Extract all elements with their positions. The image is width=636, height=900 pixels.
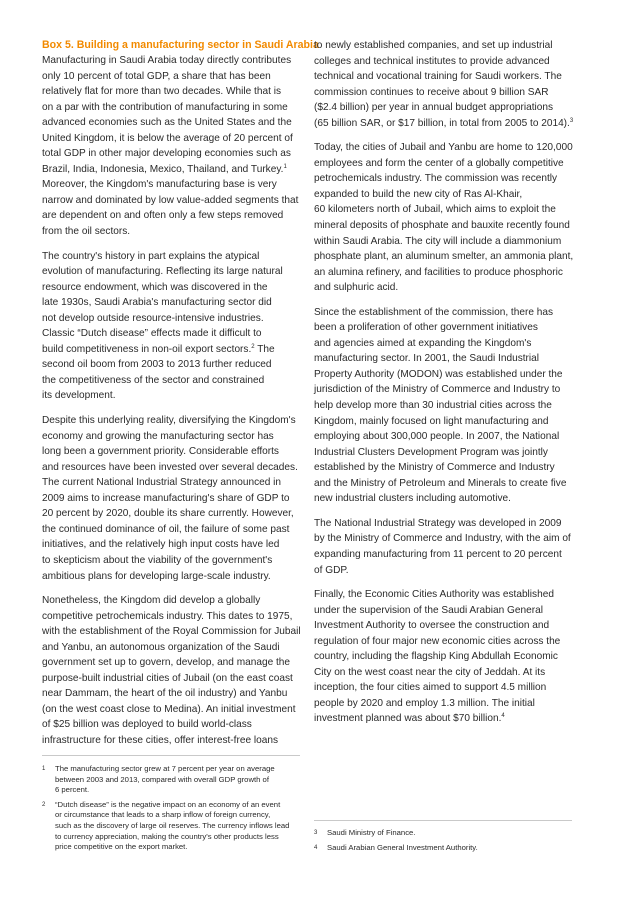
footnote-number: 3: [314, 830, 318, 836]
text-line: initiatives, and the relatively high input costs have led: [42, 539, 280, 551]
footnotes-right: [314, 828, 572, 857]
text-line: ambitious plans for developing large-scale industry.: [42, 570, 271, 582]
footnote-divider-right: [314, 820, 572, 821]
footnote-ref-2: 2: [251, 343, 255, 350]
left-paragraph-2: [42, 249, 300, 404]
text-line: and resources have been invested over several decades.: [42, 461, 298, 473]
text-line: Manufacturing in Saudi Arabia today directly contributes: [42, 55, 292, 66]
text-line: colleges and technical institutes to provide advanced: [314, 55, 550, 67]
left-column: [42, 38, 319, 758]
footnote-ref-1: 1: [283, 163, 287, 170]
text-line: evolution of manufacturing. Reflecting its large natural: [42, 266, 283, 278]
text-line: and agencies aimed at expanding the Kingdom's: [314, 337, 532, 349]
text-line: technical and vocational training for Saudi workers. The: [314, 71, 562, 83]
text-line: expanded to build the new city of Ras Al-Khair,: [314, 188, 523, 200]
text-line: (65 billion SAR, or $17 billion, in total from 2005 to 2014).$^3$: [314, 117, 574, 129]
text-line: and Yanbu, an autonomous organization of the Saudi: [42, 641, 280, 653]
footnote: [42, 764, 300, 796]
text-line: Investment Authority to oversee the construction and: [314, 620, 550, 632]
text-line: new industrial clusters including automotive.: [314, 493, 511, 505]
text-line: Despite this underlying reality, diversifying the Kingdom's: [42, 415, 296, 427]
text-line: infrastructure for these cities, offer interest-free loans: [42, 734, 279, 746]
text-line: an alumina refinery, and facilities to produce phosphoric: [314, 266, 563, 278]
text-line: under the supervision of the Saudi Arabian General: [314, 604, 543, 616]
footnote-divider-left: [42, 755, 300, 756]
text-line: near Dammam, the heart of the oil industry) and Yanbu: [42, 688, 288, 700]
footnote-number: 2: [42, 801, 46, 808]
footnote-ref-4: 4: [501, 713, 505, 720]
text-line: Finally, the Economic Cities Authority was established: [314, 589, 554, 601]
text-line: inception, the four cities aimed to support 4.5 million: [314, 682, 547, 694]
text-line: Property Authority (MODON) was established under the: [314, 368, 563, 380]
text-line: employees and form the center of a globally competitive: [314, 157, 564, 169]
footnote-text: between 2003 and 2013, compared with overall GDP growth of: [55, 774, 269, 784]
text-line: help develop more than 30 industrial cities across the: [314, 400, 552, 412]
footnote-text: “Dutch disease” is the negative impact on an economy of an event: [55, 799, 281, 809]
left-paragraph-4: [42, 593, 300, 748]
text-line: and the Ministry of Petroleum and Minerals to create five: [314, 477, 567, 489]
text-line: to skepticism about the viability of the government's: [42, 554, 273, 566]
text-line: are dependent on and often only a few steps removed: [42, 210, 284, 222]
text-line: long been a government priority. Considerable efforts: [42, 446, 279, 458]
text-line: City on the west coast near the city of Jeddah. At its: [314, 666, 546, 678]
right-paragraph-3: [314, 305, 572, 507]
text-line: relatively flat for more than two decades. While that is: [42, 86, 281, 98]
text-line: Classic “Dutch disease” effects made it difficult to: [42, 328, 262, 340]
text-line: regulation of four major new economic cities across the: [314, 635, 561, 647]
footnote-text: such as the discovery of large oil reserves. The currency inflows lead: [55, 820, 290, 830]
footnote: [42, 800, 300, 853]
text-line: the competitiveness of the sector and constrained: [42, 374, 265, 386]
text-line: petrochemicals industry. The commission was recently: [314, 173, 558, 185]
text-line: ($2.4 billion) per year in annual budget appropriations: [314, 102, 554, 114]
text-line: with the establishment of the Royal Commission for Jubail: [42, 626, 301, 638]
text-line: manufacturing sector. In 2001, the Saudi Industrial: [314, 353, 540, 365]
right-column: [314, 38, 572, 736]
text-line: on a par with the contribution of manufacturing in some: [42, 101, 288, 113]
footnote-text: or circumstance that leads to a sharp inflow of foreign currency,: [55, 810, 271, 820]
text-line: late 1930s, Saudi Arabia's manufacturing sector did: [42, 297, 272, 309]
footnote-text: price competitive on the export market.: [55, 842, 188, 852]
text-line: government set up to govern, develop, and manage the: [42, 657, 291, 669]
text-line: from the oil sectors.: [42, 226, 131, 238]
text-line: been a proliferation of other government initiatives: [314, 322, 538, 334]
text-line: to newly established companies, and set up industrial: [314, 40, 553, 51]
text-line: jurisdiction of the Ministry of Commerce and Industry to: [314, 384, 561, 396]
footnote: [314, 843, 572, 854]
text-line: resource endowment, which was discovered in the: [42, 281, 268, 293]
right-paragraph-1: [314, 38, 572, 131]
text-line: The country's history in part explains the atypical: [42, 250, 260, 262]
right-paragraph-4: [314, 516, 572, 578]
footnote-text: to currency appreciation, making the country's other products less: [55, 831, 279, 841]
text-line: second oil boom from 2003 to 2013 further reduced: [42, 359, 272, 371]
text-line: of GDP.: [314, 564, 349, 576]
text-line: 2009 aims to increase manufacturing's share of GDP to: [42, 492, 290, 504]
footnotes-left: [42, 764, 300, 857]
text-line: the continued dominance of oil, the failure of some past: [42, 523, 290, 535]
text-line: commission continues to receive about 9 billion SAR: [314, 86, 549, 98]
text-line: mineral deposits of phosphate and bauxite recently found: [314, 220, 570, 232]
footnote-text: 6 percent.: [55, 785, 90, 795]
text-line: employing about 300,000 people. In 2007, the National: [314, 431, 560, 443]
text-line: its development.: [42, 390, 116, 402]
text-line: and sulphuric acid.: [314, 282, 399, 294]
text-line: 20 percent by 2020, double its share currently. However,: [42, 508, 294, 520]
text-line: expanding manufacturing from 11 percent to 20 percent: [314, 548, 562, 560]
text-line: The National Industrial Strategy was developed in 2009: [314, 517, 562, 529]
text-line: (on the west coast close to Medina). An initial investment: [42, 703, 296, 715]
footnote-number: 4: [314, 844, 318, 851]
text-line: of $25 billion was deployed to build world-class: [42, 719, 252, 731]
footnote-number: 1: [42, 766, 46, 772]
text-line: narrow and dominated by low value-added segments that: [42, 194, 299, 206]
left-paragraph-3: [42, 413, 300, 584]
left-paragraph-1: [42, 53, 300, 240]
text-line: not develop outside resource-intensive industries.: [42, 312, 264, 324]
text-line: The current National Industrial Strategy announced in: [42, 477, 282, 489]
text-line: build competitiveness in non-oil export sectors.$^2$ The: [42, 343, 275, 355]
right-paragraph-2: [314, 140, 572, 295]
text-line: United Kingdom, it is below the average of 20 percent of: [42, 132, 293, 144]
text-line: Moreover, the Kingdom's manufacturing base is very: [42, 179, 277, 191]
text-line: competitive petrochemicals industry. This dates to 1975,: [42, 610, 293, 622]
text-line: established by the Ministry of Commerce and Industry: [314, 462, 555, 474]
text-line: phosphate plant, an aluminum smelter, an ammonia plant,: [314, 251, 574, 263]
text-line: by the Ministry of Commerce and Industry, with the aim of: [314, 533, 571, 545]
footnote-text: The manufacturing sector grew at 7 percent per year on average: [55, 764, 275, 773]
footnote-text: Saudi Arabian General Investment Authority.: [327, 842, 478, 852]
text-line: people by 2020 and employ 1.3 million. The initial: [314, 697, 535, 709]
box-title: Box 5. Building a manufacturing sector in Saudi Arabia: [42, 39, 319, 51]
text-line: purpose-built industrial cities of Jubail (on the east coast: [42, 672, 293, 684]
footnote: [314, 828, 572, 839]
text-line: Nonetheless, the Kingdom did develop a globally: [42, 595, 261, 607]
text-line: total GDP in other major developing economies such as: [42, 148, 291, 160]
right-paragraph-5: [314, 587, 572, 727]
text-line: Today, the cities of Jubail and Yanbu are home to 120,000: [314, 142, 573, 154]
text-line: 60 kilometers north of Jubail, which aims to exploit the: [314, 204, 556, 216]
text-line: economy and growing the manufacturing sector has: [42, 430, 274, 442]
text-line: country, including the flagship King Abdullah Economic: [314, 651, 558, 663]
footnote-ref-3: 3: [569, 117, 574, 124]
text-line: Brazil, India, Indonesia, Mexico, Thailand, and Turkey.$^1$: [42, 163, 287, 175]
footnote-text: Saudi Ministry of Finance.: [327, 828, 416, 837]
text-line: Since the establishment of the commission, there has: [314, 306, 554, 318]
text-line: Kingdom, mainly focused on light manufacturing and: [314, 415, 549, 427]
text-line: investment planned was about $70 billion.$^4$: [314, 713, 505, 725]
text-line: only 10 percent of total GDP, a share that has been: [42, 70, 271, 82]
text-line: Industrial Clusters Development Program was jointly: [314, 446, 548, 458]
inline-text: The: [254, 343, 275, 355]
text-line: within Saudi Arabia. The city will include a diammonium: [314, 235, 562, 247]
text-line: advanced economies such as the United States and the: [42, 117, 292, 129]
